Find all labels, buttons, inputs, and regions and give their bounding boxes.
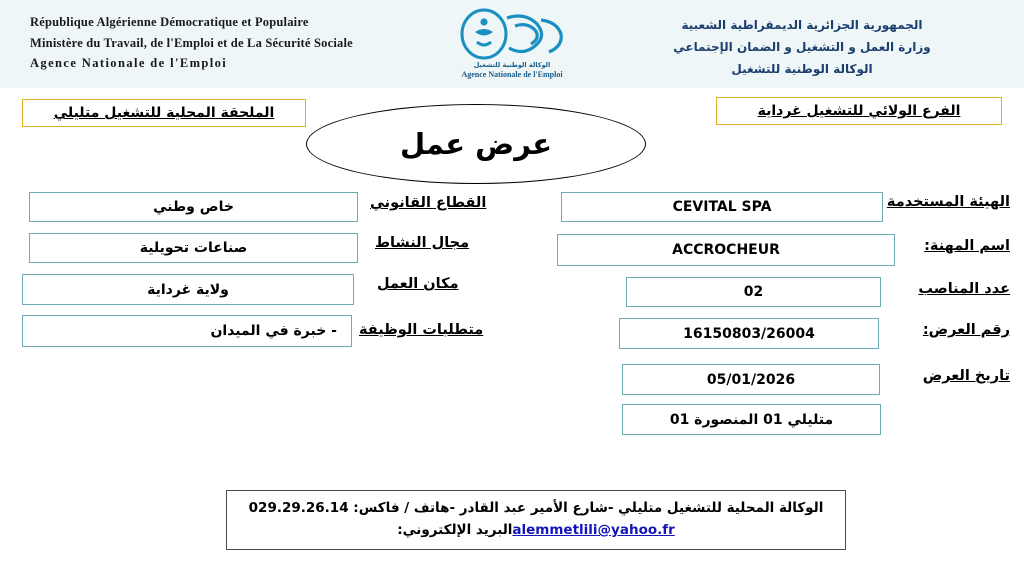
requirements-value: - خبرة في الميدان (22, 315, 352, 347)
offer-place-value: متليلي 01 المنصورة 01 (622, 404, 881, 435)
posts-count-value: 02 (626, 277, 881, 307)
document-header (0, 0, 1024, 89)
posts-count-label: عدد المناصب (918, 281, 1010, 297)
header-ar-line-2: وزارة العمل و التشغيل و الضمان الإجتماعي (673, 40, 931, 55)
footer-contact-box (226, 490, 846, 550)
anem-logo-mark (437, 8, 587, 60)
job-title-value: ACCROCHEUR (557, 234, 895, 266)
work-place-label: مكان العمل (377, 276, 459, 292)
organization-value: CEVITAL SPA (561, 192, 883, 222)
document-title-ellipse (306, 104, 646, 184)
header-fr-line-2: Ministère du Travail, de l'Emploi et de La Sécurité Sociale (30, 35, 353, 50)
activity-field-value: صناعات تحويلية (29, 233, 358, 263)
header-ar-line-1: الجمهورية الجزائرية الديمقراطية الشعبية (681, 18, 923, 32)
footer-email-line (397, 520, 675, 542)
footer-email-link[interactable]: alemmetlili@yahoo.fr (512, 522, 675, 538)
requirements-label: متطلبات الوظيفة (359, 322, 484, 338)
offer-date-label: تاريخ العرض (922, 368, 1010, 384)
header-fr-line-3: Agence Nationale de l'Emploi (30, 56, 228, 71)
footer-address-line: الوكالة المحلية للتشغيل متليلي -شارع الأمير عبد القادر -هاتف / فاكس: 029.29.26.14 (248, 500, 824, 517)
work-place-value: ولاية غرداية (22, 274, 354, 305)
job-title-label: اسم المهنة: (924, 238, 1010, 254)
header-fr-line-1: République Algérienne Démocratique et Populaire (30, 15, 309, 29)
logo-caption-arabic: الوكالة الوطنية للتشغيل (473, 61, 551, 69)
header-arabic-text (602, 14, 1002, 81)
header-ar-line-3: الوكالة الوطنية للتشغيل (731, 62, 873, 77)
anem-logo (422, 8, 602, 79)
logo-caption-french: Agence Nationale de l'Emploi (461, 70, 563, 79)
footer-email-label: البريد الإلكتروني: (397, 522, 513, 538)
organization-label: الهيئة المستخدمة (886, 194, 1010, 210)
legal-sector-label: القطاع القانوني (370, 195, 487, 211)
offer-number-value: 16150803/26004 (619, 318, 879, 349)
wilaya-branch-box (716, 97, 1002, 125)
local-annexe-box (22, 99, 306, 127)
local-annexe-label: الملحقة المحلية للتشغيل متليلي (53, 105, 275, 121)
legal-sector-value: خاص وطني (29, 192, 358, 222)
offer-number-label: رقم العرض: (922, 322, 1010, 338)
offer-date-value: 05/01/2026 (622, 364, 880, 395)
page-title: عرض عمل (399, 127, 553, 161)
header-french-text (30, 12, 420, 74)
wilaya-branch-label: الفرع الولائي للتشغيل غرداية (757, 103, 961, 119)
activity-field-label: مجال النشاط (375, 235, 470, 251)
